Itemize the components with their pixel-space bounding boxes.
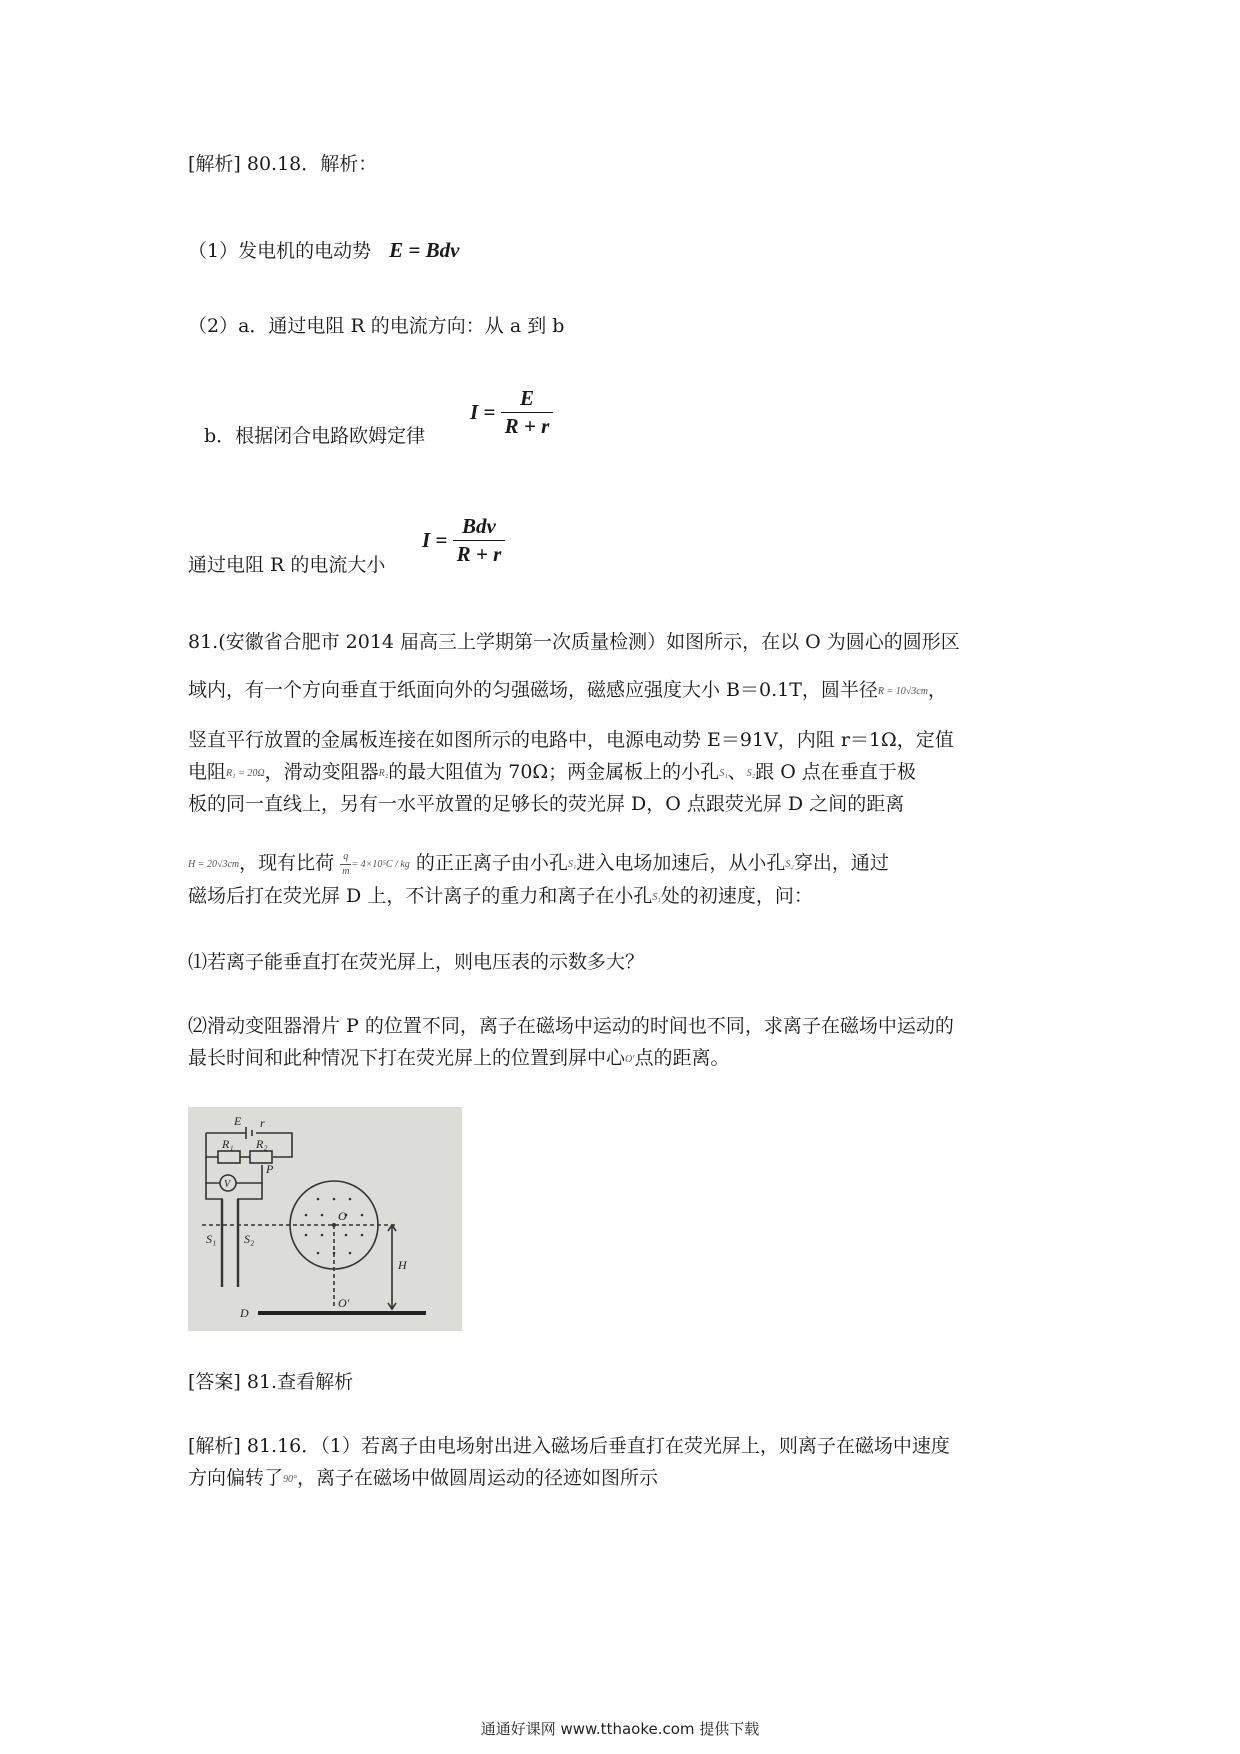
part1-line (188, 236, 459, 265)
problem-81-line4 (188, 760, 916, 786)
answer-81: [答案] 81.查看解析 (188, 1371, 354, 1393)
solution-81-line1: [解析] 81.16．（1）若离子由电场射出进入磁场后垂直打在荧光屏上，则离子在磁场中速度 (188, 1435, 950, 1457)
emf-formula: E = Bdv (389, 238, 460, 262)
problem-text: 域内，有一个方向垂直于纸面向外的匀强磁场，磁感应强度大小 B＝0.1T，圆半径 (188, 679, 878, 701)
label-r1: R₁ (222, 1137, 234, 1151)
m-symbol: m (342, 865, 350, 877)
problem-text: 、 (727, 761, 747, 783)
problem-81-line7 (188, 884, 813, 910)
s1-symbol: S₁ (567, 859, 577, 870)
label-v: V (224, 1179, 231, 1190)
figure-drawing (188, 1107, 462, 1331)
problem-text: 穿出，通过 (793, 852, 889, 874)
s1-symbol: S₁ (652, 892, 661, 903)
problem-text: 的最大阻值为 70Ω；两金属板上的小孔 (388, 761, 720, 783)
ohm-fraction (501, 386, 554, 439)
current-lhs: I = (422, 528, 448, 552)
solution-text: ，离子在磁场中做圆周运动的径迹如图所示 (297, 1467, 659, 1489)
solution-80-heading: [解析] 80.18．解析： (188, 153, 378, 175)
problem-text: ，滑动变阻器 (264, 761, 379, 783)
o-prime-symbol: O′ (625, 1054, 635, 1065)
r2-symbol: R₂ (378, 768, 389, 779)
current-formula (422, 514, 505, 567)
problem-text: 的正正离子由小孔 (415, 852, 568, 874)
question-2-line2 (188, 1046, 729, 1072)
label-r2: R₂ (256, 1137, 268, 1151)
radius-formula: R = 10√3cm (877, 686, 928, 697)
charge-mass-value: = 4×10⁵C / kg (351, 859, 410, 870)
problem-text: 跟 O 点在垂直于极 (755, 761, 916, 783)
ohm-numerator: E (501, 386, 554, 413)
part2a-line: （2）a．通过电阻 R 的电流方向：从 a 到 b (188, 315, 565, 337)
problem-81-line5: 板的同一直线上，另有一水平放置的足够长的荧光屏 D，O 点跟荧光屏 D 之间的距离 (188, 793, 905, 815)
current-numerator: Bdv (453, 514, 506, 541)
ohm-law-formula (470, 386, 553, 439)
question-2-line1: ⑵滑动变阻器滑片 P 的位置不同，离子在磁场中运动的时间也不同，求离子在磁场中运动的 (188, 1015, 954, 1037)
part2b-text: b．根据闭合电路欧姆定律 (204, 425, 426, 447)
label-d: D (240, 1306, 249, 1320)
label-o: O (338, 1209, 347, 1223)
r1-formula: R₁ = 20Ω (226, 768, 265, 779)
current-denominator: R + r (456, 542, 502, 566)
h-formula: H = 20√3cm (188, 859, 240, 870)
circuit-magnetic-field-figure (188, 1107, 462, 1331)
current-size-text: 通过电阻 R 的电流大小 (188, 554, 386, 576)
problem-81-line2 (188, 678, 947, 704)
problem-text: 点的距离。 (634, 1047, 730, 1069)
label-p: P (266, 1162, 274, 1176)
question-1: ⑴若离子能垂直打在荧光屏上，则电压表的示数多大？ (188, 951, 645, 973)
problem-81-line1: 81.(安徽省合肥市 2014 届高三上学期第一次质量检测）如图所示，在以 O 为圆心的圆形区 (188, 631, 960, 653)
problem-text: ， (927, 679, 947, 701)
label-e: E (234, 1114, 242, 1128)
problem-81-line6 (188, 850, 889, 878)
problem-text: ，现有比荷 (239, 852, 335, 874)
s1-symbol: S₁ (719, 768, 728, 779)
label-o-prime: O′ (338, 1296, 350, 1310)
label-r: r (260, 1116, 265, 1130)
current-fraction (453, 514, 506, 567)
problem-81-line3: 竖直平行放置的金属板连接在如图所示的电路中，电源电动势 E＝91V，内阻 r＝1Ω，定值 (188, 729, 954, 751)
problem-text: 磁场后打在荧光屏 D 上，不计离子的重力和离子在小孔 (188, 885, 653, 907)
solution-text: 方向偏转了 (188, 1467, 284, 1489)
charge-mass-fraction (340, 850, 351, 878)
problem-text: 处的初速度，问： (660, 885, 813, 907)
part1-text: （1）发电机的电动势 (188, 240, 372, 262)
label-s1: S₁ (206, 1232, 217, 1246)
problem-text: 进入电场加速后，从小孔 (576, 852, 786, 874)
label-s2: S₂ (244, 1232, 255, 1246)
s2-symbol: S₂ (746, 768, 756, 779)
label-h: H (398, 1258, 407, 1272)
ohm-lhs: I = (470, 400, 496, 424)
solution-81-line2 (188, 1466, 658, 1492)
ohm-denominator: R + r (504, 414, 550, 438)
problem-text: 电阻 (188, 761, 227, 783)
angle-90: 90° (283, 1474, 298, 1485)
page-footer: 通通好课网 www.tthaoke.com 提供下载 (480, 1720, 760, 1738)
problem-text: 最长时间和此种情况下打在荧光屏上的位置到屏中心 (188, 1047, 626, 1069)
s2-symbol: S₂ (785, 859, 794, 870)
q-symbol: q (340, 850, 351, 865)
